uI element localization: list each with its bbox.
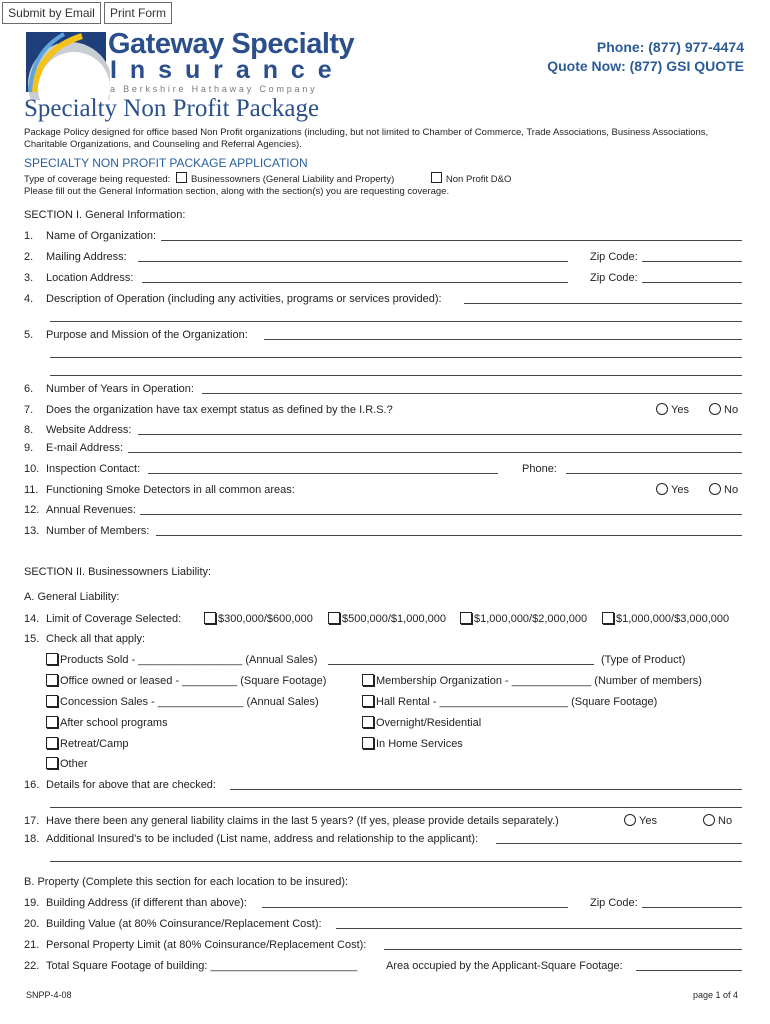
q18-row2 — [24, 850, 742, 864]
q8-number: 8. — [24, 424, 34, 436]
q5-label: Purpose and Mission of the Organization: — [46, 329, 248, 341]
building-zip-field[interactable] — [642, 896, 742, 908]
form-code: SNPP-4-08 — [26, 990, 72, 1000]
additional-insured-field-2[interactable] — [50, 850, 742, 862]
membership-checkbox[interactable] — [362, 674, 374, 686]
hall-rental-label: Hall Rental - _____________________ (Square Footage) — [376, 696, 658, 708]
years-operation-field[interactable] — [202, 382, 742, 394]
q2-number: 2. — [24, 251, 34, 263]
inspection-phone-field[interactable] — [566, 462, 742, 474]
q6-label: Number of Years in Operation: — [46, 383, 194, 395]
q7-label: Does the organization have tax exempt status as defined by the I.R.S.? — [46, 404, 393, 416]
page-title: Specialty Non Profit Package — [24, 95, 320, 122]
smoke-yes-label: Yes — [671, 484, 689, 496]
limit-500k-label: $500,000/$1,000,000 — [342, 613, 446, 625]
q22-label: Total Square Footage of building: ________________________ — [46, 960, 358, 972]
mailing-zip-label: Zip Code: — [590, 251, 638, 263]
q5-row2 — [24, 346, 742, 360]
q20-row — [24, 917, 742, 931]
q19-label: Building Address (if different than above): — [46, 897, 247, 909]
print-form-button[interactable]: Print Form — [104, 2, 172, 24]
q15-label: Check all that apply: — [46, 633, 146, 645]
q18-label: Additional Insured’s to be included (List name, address and relationship to the applicant): — [46, 833, 479, 845]
home-services-checkbox[interactable] — [362, 737, 374, 749]
q4-row — [24, 292, 742, 306]
concession-label: Concession Sales - ______________ (Annual Sales) — [60, 696, 319, 708]
q9-label: E-mail Address: — [46, 442, 124, 454]
q16-row2 — [24, 796, 742, 810]
limit-1m-3m-checkbox[interactable] — [602, 612, 614, 624]
gateway-logo — [24, 30, 364, 100]
tax-exempt-no-radio[interactable] — [709, 403, 721, 415]
q3-row — [24, 271, 742, 285]
contact-block — [547, 38, 744, 76]
tax-exempt-yes-radio[interactable] — [656, 403, 668, 415]
products-sold-label: Products Sold - _________________ (Annual Sales) — [60, 654, 318, 666]
hall-rental-checkbox[interactable] — [362, 695, 374, 707]
q17-number: 17. — [24, 815, 40, 827]
office-owned-checkbox[interactable] — [46, 674, 58, 686]
q6-row — [24, 382, 742, 396]
application-heading: SPECIALTY NON PROFIT PACKAGE APPLICATION — [24, 156, 308, 170]
description-field-1[interactable] — [464, 292, 742, 304]
q4-number: 4. — [24, 293, 34, 305]
q22-row — [24, 959, 742, 973]
q12-number: 12. — [24, 504, 40, 516]
logo-tagline: a Berkshire Hathaway Company — [110, 84, 318, 94]
businessowners-label: Businessowners (General Liability and Property) — [190, 174, 395, 185]
q6-number: 6. — [24, 383, 34, 395]
tax-exempt-yes-label: Yes — [671, 404, 689, 416]
other-label: Other — [60, 758, 88, 770]
nonprofit-do-checkbox[interactable] — [431, 172, 442, 183]
details-field-1[interactable] — [230, 778, 742, 790]
q12-label: Annual Revenues: — [46, 504, 136, 516]
product-type-field[interactable] — [328, 653, 594, 665]
limit-300k-label: $300,000/$600,000 — [218, 613, 313, 625]
other-checkbox[interactable] — [46, 757, 58, 769]
additional-insured-field-1[interactable] — [496, 832, 742, 844]
mailing-address-field[interactable] — [138, 250, 568, 262]
nonprofit-do-label: Non Profit D&O — [445, 174, 512, 185]
other-row — [24, 757, 742, 771]
overnight-label: Overnight/Residential — [376, 717, 482, 729]
purpose-field-1[interactable] — [264, 328, 742, 340]
q3-label: Location Address: — [46, 272, 134, 284]
quote-number: Quote Now: (877) GSI QUOTE — [547, 58, 744, 74]
purpose-field-3[interactable] — [50, 364, 742, 376]
products-sold-checkbox[interactable] — [46, 653, 58, 665]
q4-label: Description of Operation (including any activities, programs or services provided): — [46, 293, 442, 305]
limit-500k-checkbox[interactable] — [328, 612, 340, 624]
description-field-2[interactable] — [50, 310, 742, 322]
q8-row — [24, 423, 742, 437]
claims-yes-radio[interactable] — [624, 814, 636, 826]
building-value-field[interactable] — [336, 917, 742, 929]
number-members-field[interactable] — [156, 524, 742, 536]
details-field-2[interactable] — [50, 796, 742, 808]
q2-label: Mailing Address: — [46, 251, 127, 263]
email-field[interactable] — [128, 441, 742, 453]
q7-row — [24, 403, 742, 417]
q17-label: Have there been any general liability claims in the last 5 years? (If yes, please provide details separately.) — [46, 815, 559, 827]
q9-row — [24, 441, 742, 455]
area-label: Area occupied by the Applicant-Square Footage: — [386, 960, 623, 972]
q2-row — [24, 250, 742, 264]
area-field[interactable] — [636, 959, 742, 971]
building-zip-label: Zip Code: — [590, 897, 638, 909]
q15-row — [24, 632, 742, 646]
coverage-prefix: Type of coverage being requested: — [24, 174, 171, 185]
building-address-field[interactable] — [262, 896, 568, 908]
submit-by-email-button[interactable]: Submit by Email — [2, 2, 101, 24]
q5-number: 5. — [24, 329, 34, 341]
location-address-field[interactable] — [142, 271, 568, 283]
q13-number: 13. — [24, 525, 40, 537]
q1-row — [24, 229, 742, 243]
q11-number: 11. — [24, 484, 39, 496]
q4-row2 — [24, 310, 742, 324]
q10-number: 10. — [24, 463, 40, 475]
smoke-yes-radio[interactable] — [656, 483, 668, 495]
q5-row — [24, 328, 742, 342]
section1-title: SECTION I. General Information: — [24, 209, 186, 221]
q8-label: Website Address: — [46, 424, 132, 436]
q14-label: Limit of Coverage Selected: — [46, 613, 182, 625]
website-field[interactable] — [138, 423, 742, 435]
q13-label: Number of Members: — [46, 525, 150, 537]
q10-row — [24, 462, 742, 476]
q21-number: 21. — [24, 939, 40, 951]
logo-line2: I n s u r a n c e — [110, 56, 335, 84]
claims-no-radio[interactable] — [703, 814, 715, 826]
after-school-row — [24, 716, 742, 730]
q11-label: Functioning Smoke Detectors in all common areas: — [46, 484, 295, 496]
mailing-zip-field[interactable] — [642, 250, 742, 262]
inspection-phone-label: Phone: — [522, 463, 557, 475]
concession-checkbox[interactable] — [46, 695, 58, 707]
claims-no-label: No — [718, 815, 733, 827]
organization-name-field[interactable] — [161, 229, 742, 241]
personal-property-field[interactable] — [384, 938, 742, 950]
q20-number: 20. — [24, 918, 40, 930]
products-row — [24, 653, 742, 667]
claims-yes-label: Yes — [639, 815, 657, 827]
tax-exempt-no-label: No — [724, 404, 739, 416]
q16-number: 16. — [24, 779, 40, 791]
limit-1m-2m-checkbox[interactable] — [460, 612, 472, 624]
retreat-checkbox[interactable] — [46, 737, 58, 749]
q22-number: 22. — [24, 960, 40, 972]
coverage-note: Please fill out the General Information section, along with the section(s) you are requesting coverage. — [24, 186, 450, 197]
membership-label: Membership Organization - _____________ (Number of members) — [376, 675, 702, 687]
q16-row — [24, 778, 742, 792]
logo-swoosh-icon — [24, 30, 110, 100]
businessowners-checkbox[interactable] — [176, 172, 187, 183]
q15-number: 15. — [24, 633, 40, 645]
limit-1m-3m-label: $1,000,000/$3,000,000 — [616, 613, 730, 625]
q9-number: 9. — [24, 442, 34, 454]
smoke-no-radio[interactable] — [709, 483, 721, 495]
q13-row — [24, 524, 742, 538]
q21-row — [24, 938, 742, 952]
after-school-label: After school programs — [60, 717, 168, 729]
q3-number: 3. — [24, 272, 34, 284]
q16-label: Details for above that are checked: — [46, 779, 216, 791]
annual-revenues-field[interactable] — [140, 503, 742, 515]
q19-number: 19. — [24, 897, 40, 909]
q12-row — [24, 503, 742, 517]
limit-300k-checkbox[interactable] — [204, 612, 216, 624]
inspection-contact-field[interactable] — [148, 462, 498, 474]
q17-row — [24, 814, 742, 828]
coverage-type — [24, 172, 511, 198]
office-owned-label: Office owned or leased - _________ (Square Footage) — [60, 675, 327, 687]
overnight-checkbox[interactable] — [362, 716, 374, 728]
smoke-no-label: No — [724, 484, 739, 496]
retreat-row — [24, 737, 742, 751]
purpose-field-2[interactable] — [50, 346, 742, 358]
phone-number: Phone: (877) 977-4474 — [596, 39, 744, 55]
retreat-label: Retreat/Camp — [60, 738, 129, 750]
q14-row — [24, 612, 742, 626]
logo-line1: Gateway Specialty — [108, 28, 355, 60]
q18-number: 18. — [24, 833, 40, 845]
q14-number: 14. — [24, 613, 40, 625]
q20-label: Building Value (at 80% Coinsurance/Replacement Cost): — [46, 918, 322, 930]
home-services-label: In Home Services — [376, 738, 463, 750]
office-row — [24, 674, 742, 688]
q1-label: Name of Organization: — [46, 230, 157, 242]
limit-1m-2m-label: $1,000,000/$2,000,000 — [474, 613, 588, 625]
location-zip-field[interactable] — [642, 271, 742, 283]
q11-row — [24, 483, 742, 497]
type-product-label: (Type of Product) — [601, 654, 686, 666]
q5-row3 — [24, 364, 742, 378]
property-title: B. Property (Complete this section for each location to be insured): — [24, 876, 349, 888]
concession-row — [24, 695, 742, 709]
q19-row — [24, 896, 742, 910]
intro-text: Package Policy designed for office based Non Profit organizations (including, but not limited to Chamber of Commerce, Trade Associations, Business Associations, Charitable Organizations, and Counseling and Referral Agencies). — [24, 127, 709, 150]
q7-number: 7. — [24, 404, 34, 416]
q21-label: Personal Property Limit (at 80% Coinsurance/Replacement Cost): — [46, 939, 367, 951]
location-zip-label: Zip Code: — [590, 272, 638, 284]
q1-number: 1. — [24, 230, 34, 242]
general-liability-title: A. General Liability: — [24, 591, 120, 603]
q18-row — [24, 832, 742, 846]
page-number: page 1 of 4 — [692, 990, 738, 1000]
after-school-checkbox[interactable] — [46, 716, 58, 728]
q10-label: Inspection Contact: — [46, 463, 141, 475]
section2-title: SECTION II. Businessowners Liability: — [24, 566, 212, 578]
